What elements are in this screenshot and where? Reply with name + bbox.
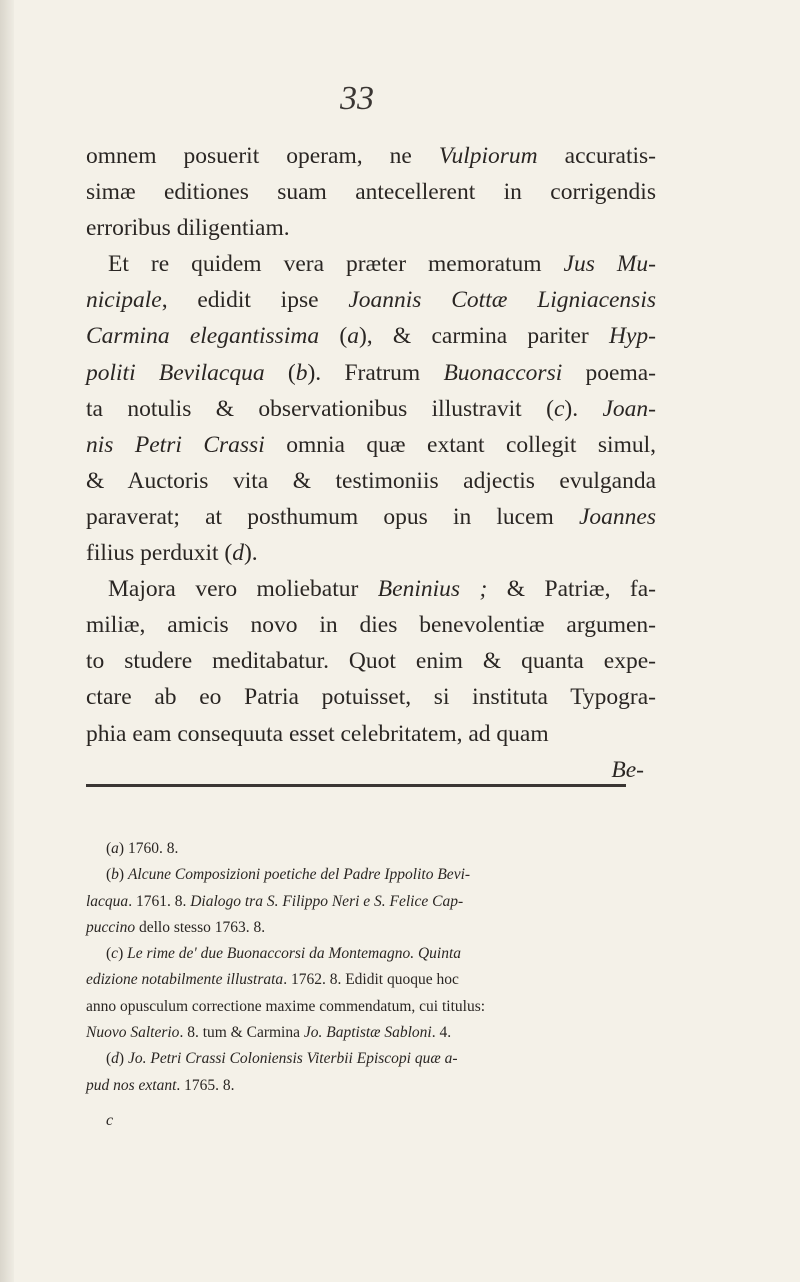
text-run: . 1762. 8. Edidit quoque hoc: [283, 971, 459, 989]
text-run: politi Bevilacqua: [86, 359, 265, 386]
text-run: accuratis-: [537, 143, 656, 169]
text-run: , edidit ipse: [161, 287, 349, 314]
footnote-line: [106, 941, 626, 967]
footnote-line: [86, 915, 626, 941]
text-run: (: [319, 323, 348, 350]
text-run: ).: [243, 540, 258, 567]
text-run: Le rime de' due Buonaccorsi da Montemagno. Quinta: [127, 945, 462, 963]
text-run: Majora vero moliebatur: [108, 576, 378, 603]
footnote-line: [106, 836, 626, 862]
page-number: 33: [340, 80, 374, 117]
text-run: Joannes: [578, 503, 656, 530]
text-run: c: [553, 395, 565, 422]
text-run: paraverat; at posthumum opus in lucem: [86, 503, 579, 530]
text-run: d: [111, 1050, 119, 1068]
text-run: a: [347, 323, 359, 350]
text-run: ), & carmina pariter: [358, 323, 610, 350]
text-line: [86, 210, 656, 246]
text-run: Alcune Composizioni poetiche del Padre Ippolito Bevi-: [127, 866, 471, 884]
text-run: nicipale: [86, 287, 162, 314]
text-run: ) 1760. 8.: [118, 840, 179, 857]
footnote-line: [106, 862, 626, 888]
text-run: Beninius ;: [377, 576, 488, 603]
footnote-line: [86, 1020, 626, 1046]
text-line: [86, 174, 656, 210]
text-run: ): [118, 945, 128, 963]
text-run: edizione notabilmente illustrata: [86, 971, 284, 989]
text-line: [86, 571, 656, 607]
text-run: pud nos extant: [86, 1076, 177, 1094]
text-run: lacqua: [86, 892, 129, 910]
text-run: (: [106, 840, 112, 857]
text-run: Buonaccorsi: [443, 359, 563, 386]
text-run: . 1765. 8.: [176, 1076, 235, 1094]
text-line: [86, 282, 656, 318]
text-run: d: [232, 540, 244, 567]
text-run: anno opusculum correctione maxime commendatum, cui titulus:: [86, 997, 486, 1015]
text-run: Dialogo tra S. Filippo Neri e S. Felice Cap-: [190, 892, 464, 910]
text-run: ta notulis & observationibus illustravit (: [86, 395, 554, 422]
text-line: [86, 499, 656, 535]
text-run: . 4.: [431, 1024, 452, 1042]
text-run: poema-: [562, 359, 656, 386]
text-run: omnia quæ extant collegit simul,: [264, 431, 656, 458]
catchword: Be-: [611, 756, 644, 783]
text-run: phia eam consequuta esset celebritatem, ad quam: [86, 720, 549, 747]
text-run: ): [118, 1050, 128, 1068]
page-binding-edge: [0, 0, 14, 1282]
text-run: Jus Mu-: [563, 251, 657, 278]
main-text: [86, 138, 656, 788]
text-run: . 8. tum & Carmina: [179, 1024, 304, 1042]
text-run: Joan-: [602, 395, 657, 422]
text-run: omnem posuerit operam, ne: [86, 143, 439, 169]
text-line: [86, 138, 656, 174]
text-run: . 1761. 8.: [128, 892, 191, 910]
text-run: (: [264, 359, 296, 386]
text-line: [86, 643, 656, 679]
text-run: Jo. Petri Crassi Coloniensis Viterbii Episcopi quæ a-: [127, 1050, 458, 1068]
text-run: ).: [564, 395, 603, 422]
text-run: ): [118, 866, 128, 884]
text-run: to studere meditabatur. Quot enim & quanta expe-: [86, 648, 656, 675]
text-run: dello stesso 1763. 8.: [135, 918, 266, 936]
text-run: Carmina elegantissima: [86, 323, 320, 350]
text-run: Hyp-: [609, 323, 657, 350]
signature-mark: c: [106, 1112, 114, 1129]
text-line: [86, 355, 656, 391]
text-run: puccino: [86, 918, 136, 936]
text-line: [86, 246, 656, 282]
footnote-line: [86, 1073, 626, 1099]
footnote-line: [86, 967, 626, 993]
text-run: ctare ab eo Patria potuisset, si instituta Typogra-: [86, 684, 656, 711]
text-run: a: [111, 840, 119, 857]
footnote-rule: [86, 784, 626, 787]
text-line: [86, 318, 656, 354]
text-run: & Auctoris vita & testimoniis adjectis evulganda: [86, 467, 656, 494]
text-run: (: [106, 866, 112, 884]
text-line: [86, 607, 656, 643]
text-line: [86, 535, 656, 571]
text-run: nis Petri Crassi: [86, 431, 265, 458]
text-run: Jo. Baptistæ Sabloni: [303, 1024, 432, 1042]
text-run: Joannis Cottæ Ligniacensis: [348, 287, 657, 314]
text-run: simæ editiones suam antecellerent in corrigendis: [86, 179, 656, 206]
text-run: filius perduxit (: [86, 540, 233, 567]
footnote-line: [106, 1046, 626, 1072]
text-run: c: [111, 945, 119, 963]
text-line: [86, 716, 656, 752]
text-run: Vulpiorum: [438, 143, 538, 169]
footnotes: [86, 836, 626, 1099]
text-line: [86, 463, 656, 499]
text-line: [86, 427, 656, 463]
footnote-line: [86, 889, 626, 915]
text-run: miliæ, amicis novo in dies benevolentiæ argumen-: [86, 612, 656, 639]
footnote-line: [86, 994, 626, 1020]
text-run: & Patriæ, fa-: [487, 576, 656, 603]
text-line: [86, 391, 656, 427]
text-line: [86, 679, 656, 715]
text-run: (: [106, 945, 112, 963]
text-run: b: [111, 866, 119, 884]
text-run: erroribus diligentiam.: [86, 215, 290, 242]
text-run: (: [106, 1050, 112, 1068]
text-run: Et re quidem vera præter memoratum: [108, 251, 564, 278]
text-run: b: [295, 359, 308, 386]
text-run: Nuovo Salterio: [86, 1024, 180, 1042]
text-run: ). Fratrum: [307, 359, 444, 386]
